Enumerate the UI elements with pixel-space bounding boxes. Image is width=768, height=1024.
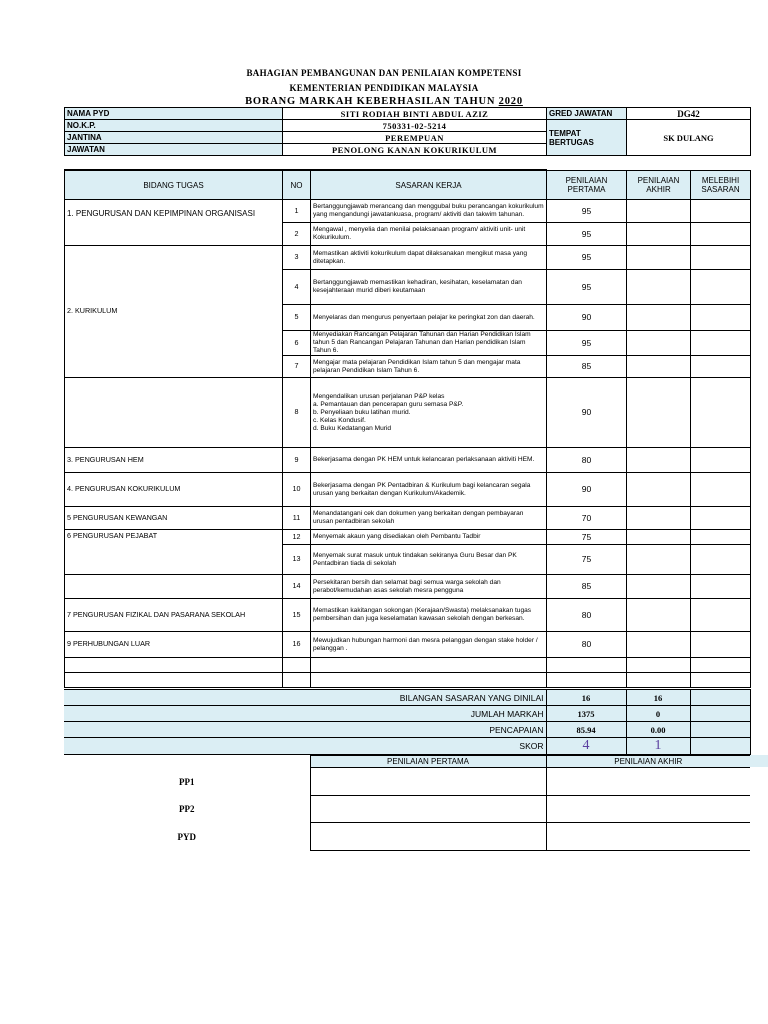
empty-cell[interactable] [691, 673, 751, 688]
empty-cell[interactable] [627, 658, 691, 673]
row-pertama: 95 [547, 270, 627, 305]
row-sasaran: Menyemak akaun yang disediakan oleh Pembantu Tadbir [311, 530, 547, 545]
bidang-cell: 9 PERHUBUNGAN LUAR [65, 632, 283, 658]
row-no: 10 [283, 473, 311, 507]
bidang-cell: 3. PENGURUSAN HEM [65, 448, 283, 473]
skor-melebihi [690, 738, 750, 755]
row-melebihi[interactable] [691, 378, 751, 448]
sasaran-line: d. Buku Kedatangan Murid [313, 424, 392, 432]
jawatan-value: PENOLONG KANAN KOKURIKULUM [283, 144, 547, 156]
sign-akhir-cell[interactable] [546, 823, 750, 851]
row-no: 6 [283, 331, 311, 356]
empty-cell[interactable] [691, 658, 751, 673]
gred-value: DG42 [627, 108, 751, 120]
gred-label: GRED JAWATAN [547, 108, 627, 120]
row-no: 5 [283, 305, 311, 331]
pencapaian-label: PENCAPAIAN [64, 722, 546, 738]
bidang-cell: 4. PENGURUSAN KOKURIKULUM [65, 473, 283, 507]
row-melebihi[interactable] [691, 200, 751, 223]
row-melebihi[interactable] [691, 599, 751, 632]
row-akhir[interactable] [627, 200, 691, 223]
row-no: 2 [283, 223, 311, 246]
row-pertama: 95 [547, 223, 627, 246]
ministry-title: KEMENTERIAN PENDIDIKAN MALAYSIA [289, 83, 479, 93]
sign-pertama-header: PENILAIAN PERTAMA [310, 756, 546, 768]
sasaran-line: b. Penyeliaan buku latihan murid. [313, 408, 411, 416]
bilangan-pertama: 16 [546, 690, 626, 706]
row-akhir[interactable] [627, 545, 691, 575]
col-pertama: PENILAIAN PERTAMA [547, 170, 627, 200]
bidang-cell [65, 378, 283, 448]
row-sasaran: Memastikan kakitangan sokongan (Kerajaan/Swasta) melaksanakan tugas pembersihan dan juga keselamatan kawasan sekolah dengan berkesan. [311, 599, 547, 632]
sign-akhir-cell[interactable] [546, 796, 750, 823]
row-pertama: 85 [547, 356, 627, 378]
row-melebihi[interactable] [691, 331, 751, 356]
bilangan-label: BILANGAN SASARAN YANG DINILAI [64, 690, 546, 706]
row-melebihi[interactable] [691, 575, 751, 599]
row-no: 8 [283, 378, 311, 448]
row-melebihi[interactable] [691, 448, 751, 473]
bidang-cell: 5 PENGURUSAN KEWANGAN [65, 507, 283, 530]
row-pertama: 95 [547, 246, 627, 270]
row-melebihi[interactable] [691, 305, 751, 331]
jawatan-label: JAWATAN [65, 144, 283, 156]
row-akhir[interactable] [627, 448, 691, 473]
row-sasaran: Mewujudkan hubungan harmoni dan mesra pelanggan dengan stake holder / pelanggan . [311, 632, 547, 658]
row-sasaran: Menandatangani cek dan dokumen yang berkaitan dengan pembayaran urusan pentadbiran sekolah [311, 507, 547, 530]
nokp-value: 750331-02-5214 [283, 120, 547, 132]
row-pertama: 90 [547, 378, 627, 448]
row-sasaran: Mengajar mata pelajaran Pendidikan Islam tahun 5 dan mengajar mata pelajaran Pendidikan Islam Tahun 6. [311, 356, 547, 378]
bidang-cell: 6 PENGURUSAN PEJABAT [65, 530, 283, 575]
row-pertama: 70 [547, 507, 627, 530]
row-no: 16 [283, 632, 311, 658]
row-sasaran: Menyediakan Rancangan Pelajaran Tahunan dan Harian Pendidikan Islam tahun 5 dan Rancangan Pelajaran Tahunan dan Harian pendidikan Islam Tahun 6. [311, 331, 547, 356]
row-pertama: 95 [547, 331, 627, 356]
col-sasaran: SASARAN KERJA [311, 170, 547, 200]
row-pertama: 80 [547, 448, 627, 473]
empty-cell[interactable] [547, 673, 627, 688]
sign-pertama-cell[interactable] [310, 768, 546, 796]
tempat-value: SK DULANG [627, 120, 751, 156]
sasaran-line: a. Pemantauan dan pencerapan guru semasa P&P. [313, 400, 464, 408]
empty-cell[interactable] [311, 673, 547, 688]
row-sasaran: Bertanggungjawab merancang dan menggubal buku perancangan kokurikulum yang mengandungi jawatankuasa, program/ aktiviti dan takwim tahunan. [311, 200, 547, 223]
skor-pertama: 4 [546, 738, 626, 755]
row-melebihi[interactable] [691, 545, 751, 575]
row-pertama: 75 [547, 545, 627, 575]
sign-row-label: PP1 [179, 776, 195, 787]
row-pertama: 80 [547, 632, 627, 658]
sasaran-line: Mengendalikan urusan perjalanan P&P kelas [313, 392, 445, 400]
sign-row-label: PYD [177, 831, 196, 842]
tempat-label: TEMPAT BERTUGAS [547, 120, 627, 156]
sasaran-line: c. Kelas Kondusif. [313, 416, 366, 424]
row-pertama: 85 [547, 575, 627, 599]
nama-value: SITI RODIAH BINTI ABDUL AZIZ [283, 108, 547, 120]
row-sasaran: Bertanggungjawab memastikan kehadiran, kesihatan, keselamatan dan kesejahteraan murid diberi keutamaan [311, 270, 547, 305]
row-akhir[interactable] [627, 356, 691, 378]
form-title [0, 96, 768, 107]
row-akhir[interactable] [627, 331, 691, 356]
row-pertama: 90 [547, 305, 627, 331]
row-melebihi[interactable] [691, 246, 751, 270]
col-melebihi: MELEBIHI SASARAN [691, 170, 751, 200]
col-bidang: BIDANG TUGAS [65, 170, 283, 200]
pencapaian-akhir: 0.00 [626, 722, 690, 738]
bidang-cell: 1. PENGURUSAN DAN KEPIMPINAN ORGANISASI [65, 200, 283, 246]
row-akhir[interactable] [627, 246, 691, 270]
pencapaian-pertama: 85.94 [546, 722, 626, 738]
empty-cell[interactable] [627, 673, 691, 688]
row-sasaran: Persekitaran bersih dan selamat bagi semua warga sekolah dan perabot/kemudahan asas sekolah mesra pengguna [311, 575, 547, 599]
row-akhir[interactable] [627, 270, 691, 305]
form-year: 2020 [498, 96, 523, 107]
info-table [64, 107, 751, 156]
row-melebihi[interactable] [691, 356, 751, 378]
col-no: NO [283, 170, 311, 200]
jumlah-label: JUMLAH MARKAH [64, 706, 546, 722]
row-no: 1 [283, 200, 311, 223]
form-title-text: BORANG MARKAH KEBERHASILAN TAHUN [245, 96, 496, 107]
row-no: 4 [283, 270, 311, 305]
row-pertama: 90 [547, 473, 627, 507]
row-pertama: 95 [547, 200, 627, 223]
row-melebihi[interactable] [691, 530, 751, 545]
summary-table [64, 689, 751, 755]
empty-cell [65, 673, 283, 688]
bidang-cell: 7 PENGURUSAN FIZIKAL DAN PASARANA SEKOLAH [65, 599, 283, 632]
skor-akhir: 1 [626, 738, 690, 755]
jumlah-pertama: 1375 [546, 706, 626, 722]
row-no: 11 [283, 507, 311, 530]
jantina-value: PEREMPUAN [283, 132, 547, 144]
empty-cell[interactable] [547, 658, 627, 673]
row-akhir[interactable] [627, 507, 691, 530]
empty-cell [283, 658, 311, 673]
row-pertama: 75 [547, 530, 627, 545]
row-akhir[interactable] [627, 632, 691, 658]
bilangan-akhir: 16 [626, 690, 690, 706]
jumlah-melebihi [690, 706, 750, 722]
row-no: 7 [283, 356, 311, 378]
bilangan-melebihi [690, 690, 750, 706]
empty-cell [283, 673, 311, 688]
row-akhir[interactable] [627, 530, 691, 545]
row-akhir[interactable] [627, 305, 691, 331]
row-akhir[interactable] [627, 378, 691, 448]
row-no: 9 [283, 448, 311, 473]
row-no: 13 [283, 545, 311, 575]
row-no: 15 [283, 599, 311, 632]
sign-row-label: PP2 [179, 804, 195, 814]
row-sasaran: Menyemak surat masuk untuk tindakan sekiranya Guru Besar dan PK Pentadbiran tiada di sekolah [311, 545, 547, 575]
row-akhir[interactable] [627, 599, 691, 632]
row-pertama: 80 [547, 599, 627, 632]
row-akhir[interactable] [627, 223, 691, 246]
row-sasaran: Bekerjasama dengan PK Pentadbiran & Kurikulum bagi kelancaran segala urusan yang berkaitan dengan Kurikulum/Akademik. [311, 473, 547, 507]
row-sasaran [311, 378, 547, 448]
jantina-label: JANTINA [65, 132, 283, 144]
row-melebihi[interactable] [691, 473, 751, 507]
row-sasaran: Mengawal , menyelia dan menilai pelaksanaan program/ aktiviti unit- unit Kokurikulum. [311, 223, 547, 246]
row-akhir[interactable] [627, 575, 691, 599]
row-melebihi[interactable] [691, 270, 751, 305]
targets-table [64, 169, 751, 688]
header-strip [750, 755, 768, 767]
nokp-label: NO.K.P. [65, 120, 283, 132]
col-akhir: PENILAIAN AKHIR [627, 170, 691, 200]
row-sasaran: Memastikan aktiviti kokurikulum dapat dilaksanakan mengikut masa yang ditetapkan. [311, 246, 547, 270]
jumlah-akhir: 0 [626, 706, 690, 722]
row-melebihi[interactable] [691, 507, 751, 530]
row-melebihi[interactable] [691, 632, 751, 658]
pencapaian-melebihi [690, 722, 750, 738]
row-sasaran: Bekerjasama dengan PK HEM untuk kelancaran perlaksanaan aktiviti HEM. [311, 448, 547, 473]
row-sasaran: Menyelaras dan mengurus penyertaan pelajar ke peringkat zon dan daerah. [311, 305, 547, 331]
bidang-cell [65, 575, 283, 599]
signature-table [64, 755, 750, 851]
nama-label: NAMA PYD [65, 108, 283, 120]
skor-label: SKOR [64, 738, 546, 755]
sign-pertama-cell[interactable] [310, 823, 546, 851]
row-no: 12 [283, 530, 311, 545]
sign-pertama-cell[interactable] [310, 796, 546, 823]
empty-cell[interactable] [311, 658, 547, 673]
dept-title: BAHAGIAN PEMBANGUNAN DAN PENILAIAN KOMPETENSI [246, 68, 522, 78]
empty-cell [65, 658, 283, 673]
row-melebihi[interactable] [691, 223, 751, 246]
sign-blank [64, 756, 310, 768]
row-no: 3 [283, 246, 311, 270]
bidang-cell: 2. KURIKULUM [65, 246, 283, 378]
sign-akhir-header: PENILAIAN AKHIR [546, 756, 750, 768]
sign-akhir-cell[interactable] [546, 768, 750, 796]
row-no: 14 [283, 575, 311, 599]
row-akhir[interactable] [627, 473, 691, 507]
